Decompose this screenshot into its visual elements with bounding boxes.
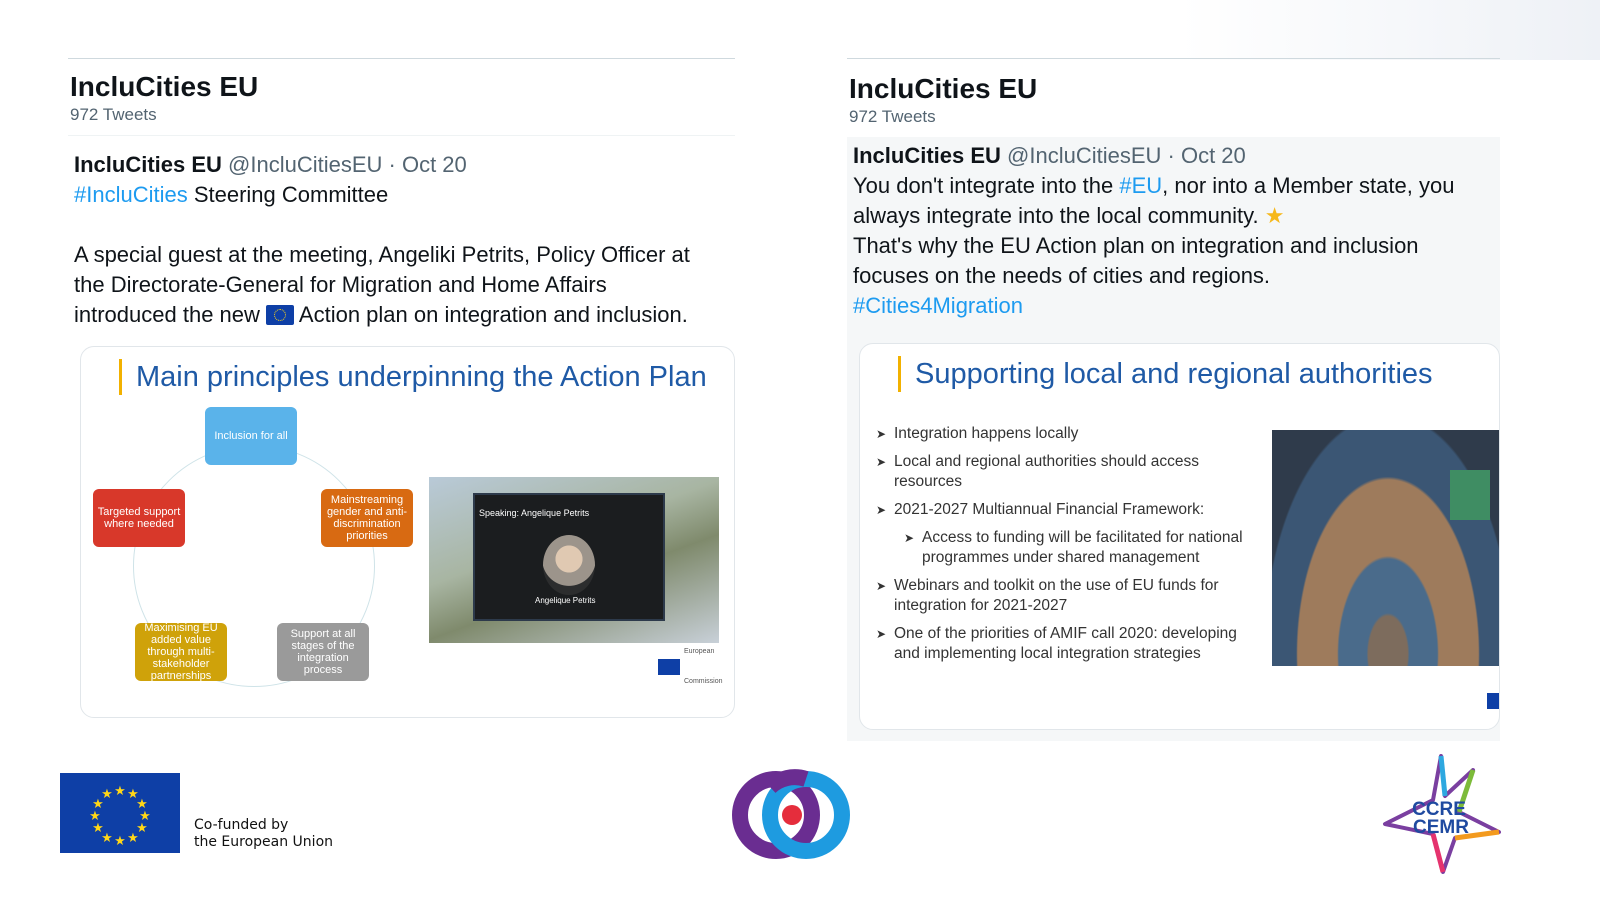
tweet-meta (853, 141, 1500, 171)
ec-logo-text: European Commission (684, 648, 723, 685)
bullet-item: ➤ One of the priorities of AMIF call 2020: developing and implementing local integration strategies (876, 624, 1266, 664)
bullet-item: ➤ 2021-2027 Multiannual Financial Framework: (876, 500, 1266, 520)
ccre-cemr-logo (1375, 752, 1505, 881)
bullet-subitem: ➤ Access to funding will be facilitated for national programmes under shared management (876, 528, 1266, 568)
ccre-text: CCRE (1412, 799, 1466, 820)
cofunded-line2: the European Union (194, 834, 334, 850)
left-twitter-panel (68, 58, 735, 748)
cofunded-text (194, 817, 333, 853)
slide-title: Supporting local and regional authorities (898, 356, 1433, 392)
european-commission-logo (1487, 693, 1500, 709)
svg-text:★: ★ (136, 796, 148, 811)
screen-display (1450, 470, 1490, 520)
svg-text:★: ★ (92, 820, 104, 835)
hashtag-link[interactable]: #EU (1119, 173, 1163, 198)
tweet-handle-date[interactable]: @IncluCitiesEU · Oct 20 (1007, 143, 1246, 168)
tweet-line (74, 180, 735, 210)
svg-text:★: ★ (114, 783, 126, 798)
hashtag-link[interactable]: #IncluCities (74, 182, 188, 207)
bullet-item: ➤ Local and regional authorities should access resources (876, 452, 1266, 492)
background-fade (1180, 0, 1600, 60)
tweet-count: 972 Tweets (849, 107, 936, 126)
tweet-text: always integrate into the local community. (853, 203, 1265, 228)
svg-text:★: ★ (127, 830, 139, 845)
profile-header (847, 59, 1500, 137)
eu-flag-emoji-icon (266, 305, 294, 325)
speaker-name: Angelique Petrits (535, 596, 596, 605)
tweet-handle-date[interactable]: @IncluCitiesEU · Oct 20 (228, 152, 467, 177)
video-caption: Speaking: Angelique Petrits (479, 508, 590, 518)
slide-title: Main principles underpinning the Action Plan (119, 359, 707, 395)
tweet-image-card[interactable] (80, 346, 735, 718)
shooting-star-emoji-icon: ★ (1264, 203, 1285, 228)
profile-name[interactable]: IncluCities EU (849, 73, 1038, 104)
right-twitter-panel (847, 58, 1500, 748)
svg-text:★: ★ (92, 796, 104, 811)
tweet-author[interactable]: IncluCities EU (74, 152, 222, 177)
profile-name[interactable]: IncluCities EU (70, 71, 259, 102)
inclucities-logo-icon (730, 765, 854, 874)
tweet-author[interactable]: IncluCities EU (853, 143, 1001, 168)
bullet-list (876, 424, 1266, 672)
svg-text:★: ★ (127, 786, 139, 801)
svg-text:★: ★ (114, 833, 126, 848)
bullet-item: ➤ Integration happens locally (876, 424, 1266, 444)
tweet-line (853, 171, 1500, 201)
tweet-text: That's why the EU Action plan on integration and inclusion (853, 233, 1419, 258)
svg-text:★: ★ (101, 830, 113, 845)
eu-cofunded-badge (60, 773, 333, 853)
tweet-meta (74, 150, 735, 180)
tweet-count: 972 Tweets (70, 105, 157, 124)
parliament-hemicycle-photo (1272, 430, 1500, 666)
node-support: Support at all stages of the integration process (277, 623, 369, 681)
cemr-text: CEMR (1413, 817, 1469, 838)
svg-text:★: ★ (136, 820, 148, 835)
tweet[interactable] (68, 136, 735, 718)
tweet-line (74, 300, 735, 330)
tweet-line (853, 201, 1500, 231)
node-targeted: Targeted support where needed (93, 489, 185, 547)
tweet-text: focuses on the needs of cities and regions. (853, 263, 1271, 288)
profile-header (68, 59, 735, 136)
cofunded-line1: Co-funded by (194, 817, 289, 833)
tweet-text: , nor into a Member state, you (1162, 173, 1455, 198)
svg-text:★: ★ (139, 808, 151, 823)
node-mainstreaming: Mainstreaming gender and anti-discrimination priorities (321, 489, 413, 547)
node-inclusion: Inclusion for all (205, 407, 297, 465)
eu-flag-icon (1487, 693, 1500, 709)
node-maximising: Maximising EU added value through multi-stakeholder partnerships (135, 623, 227, 681)
european-commission-logo (658, 637, 724, 697)
tweet-text: You don't integrate into the (853, 173, 1120, 198)
svg-text:★: ★ (101, 786, 113, 801)
tweet[interactable] (847, 137, 1500, 741)
video-call-window (473, 493, 665, 621)
tweet-text: the Directorate-General for Migration and Home Affairs (74, 272, 607, 297)
tweet-text: A special guest at the meeting, Angeliki Petrits, Policy Officer at (74, 242, 690, 267)
eu-flag-icon (658, 659, 680, 675)
tweet-text: Action plan on integration and inclusion. (294, 302, 688, 327)
hashtag-link[interactable]: #Cities4Migration (853, 293, 1023, 318)
svg-text:★: ★ (89, 808, 101, 823)
tweet-text: Steering Committee (187, 182, 389, 207)
bullet-item: ➤ Webinars and toolkit on the use of EU funds for integration for 2021-2027 (876, 576, 1266, 616)
eu-flag-icon (60, 773, 180, 853)
tweet-image-card[interactable] (859, 343, 1500, 730)
tweet-text: introduced the new (74, 302, 267, 327)
